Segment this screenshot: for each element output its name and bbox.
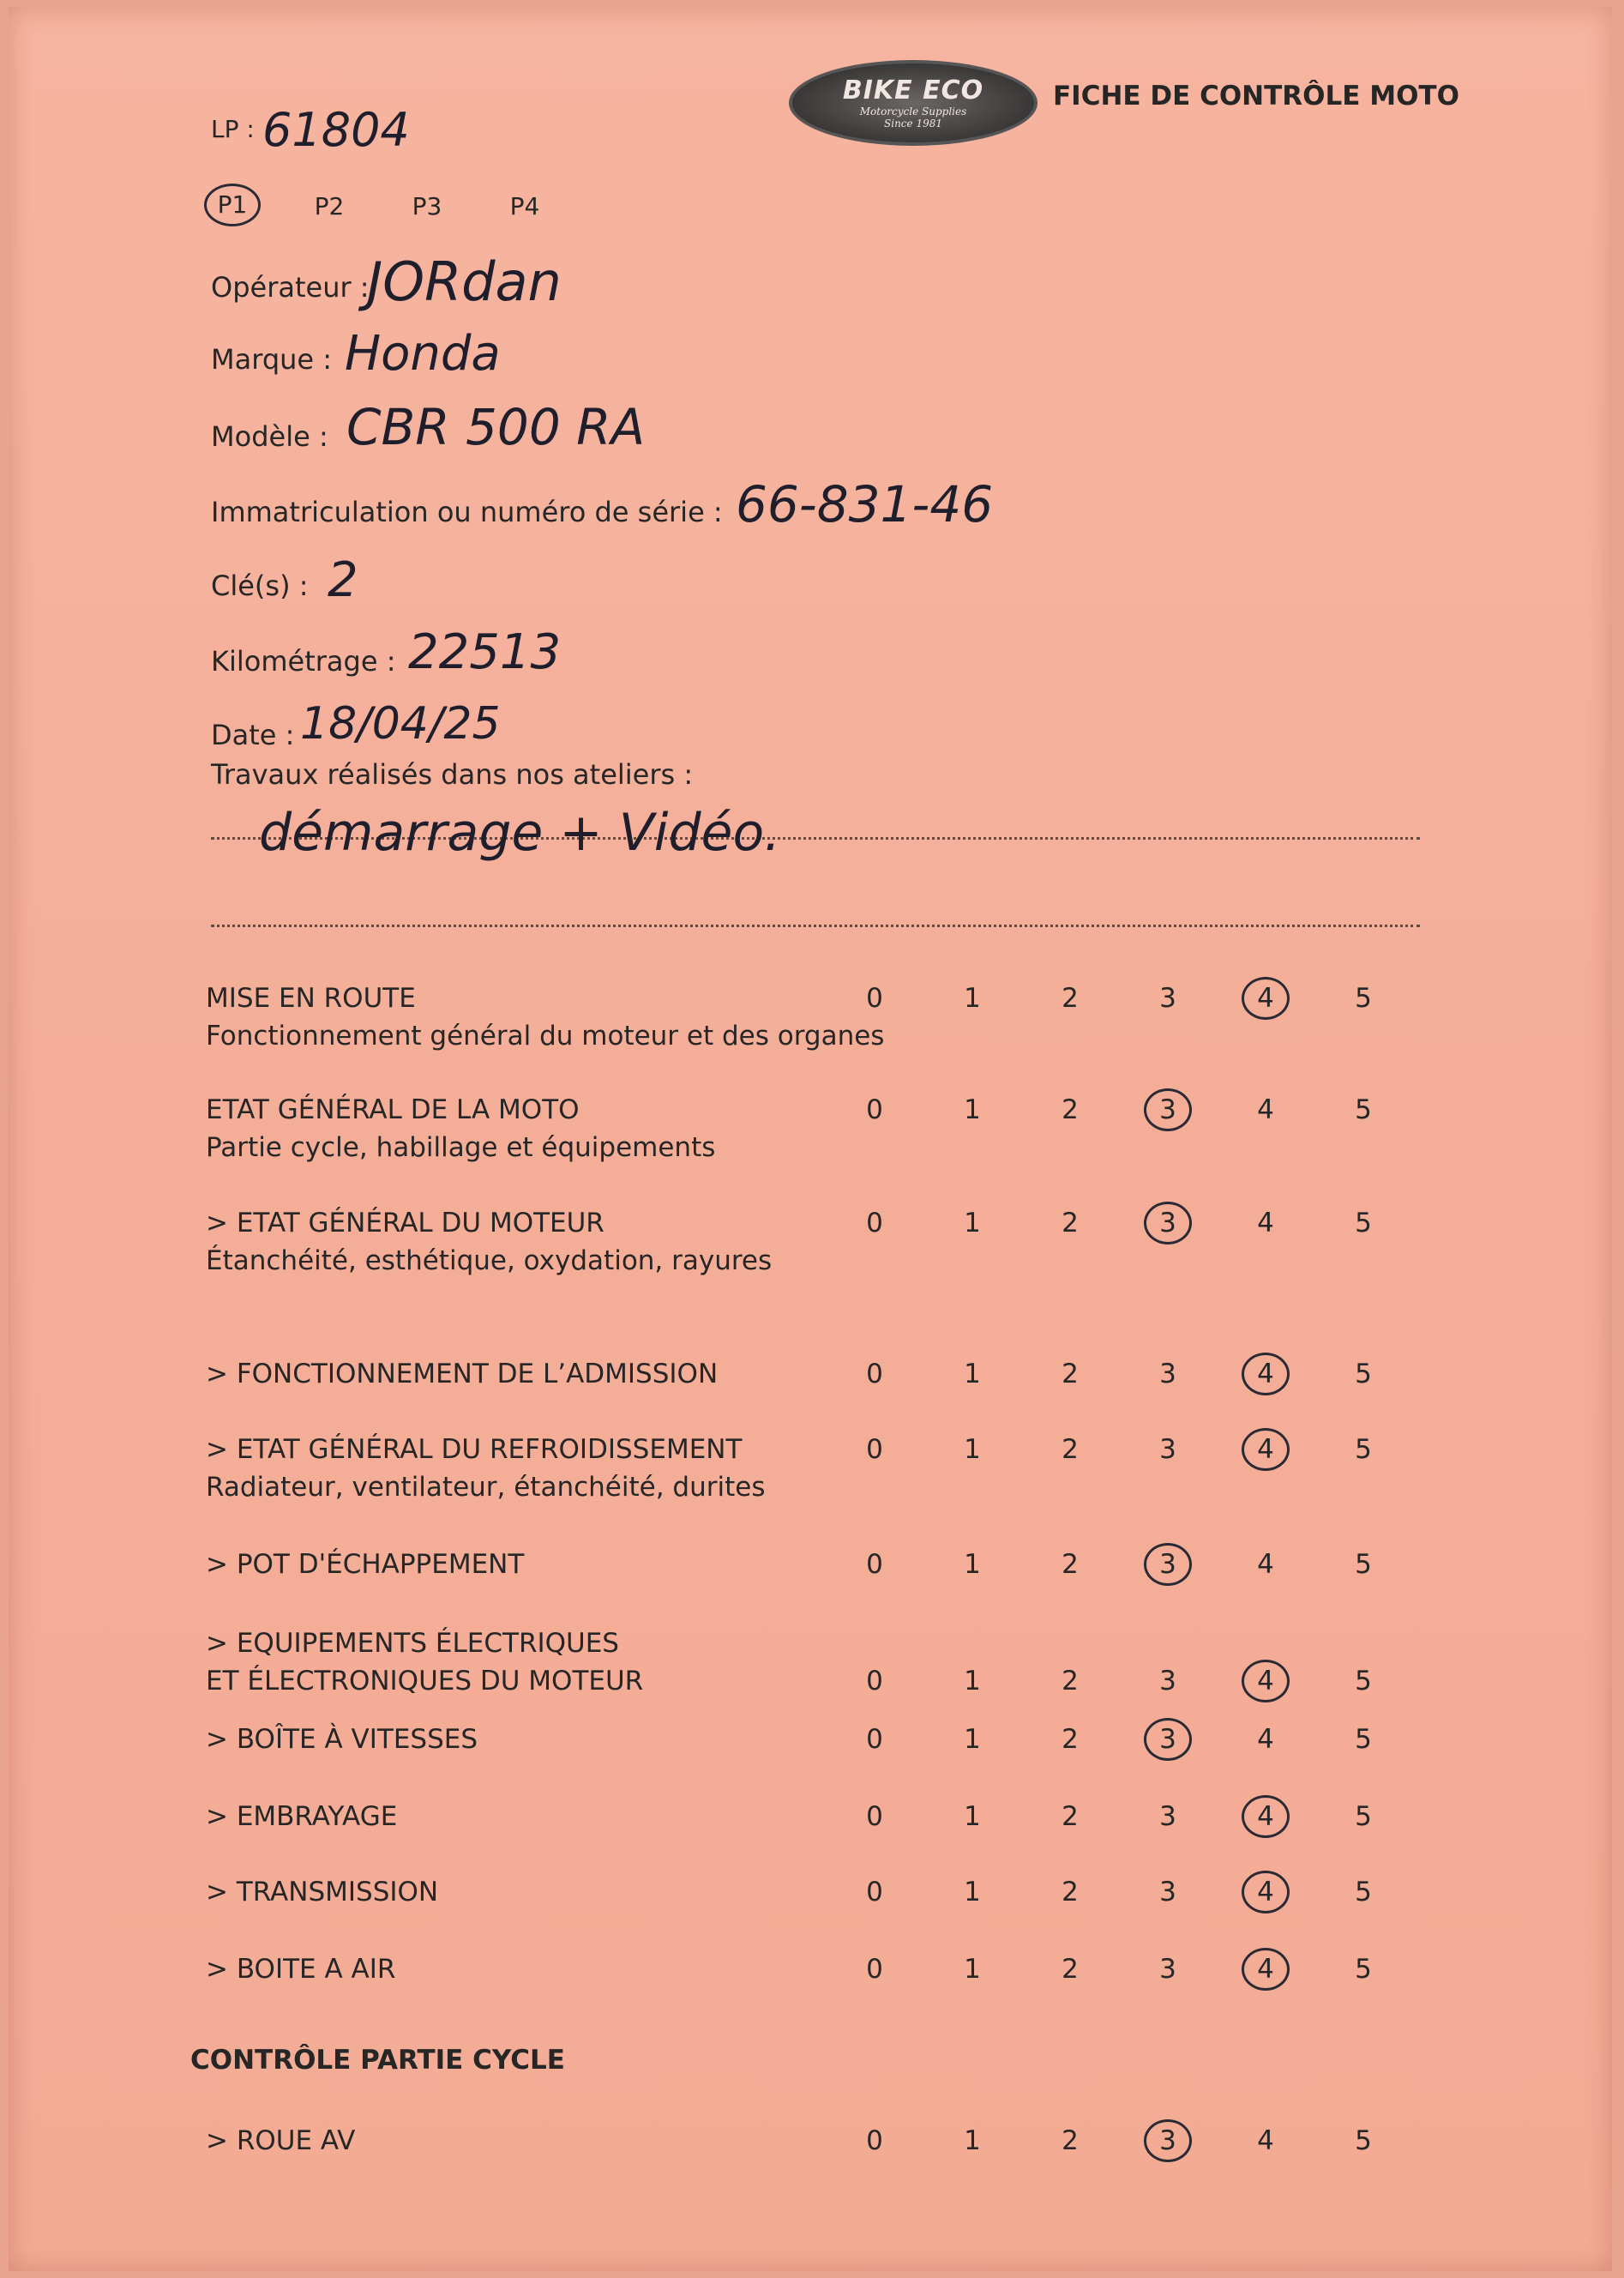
rating-row-5-option-4[interactable]: 4: [1257, 1549, 1274, 1580]
rating-row-8-option-3[interactable]: 3: [1159, 1801, 1176, 1832]
travaux-value[interactable]: démarrage + Vidéo.: [259, 803, 781, 863]
km-value[interactable]: 22513: [408, 624, 562, 680]
inspection-sheet: [9, 7, 1612, 2271]
rating-row-0-option-3[interactable]: 3: [1159, 983, 1176, 1014]
modele-label: Modèle :: [211, 420, 328, 453]
rating-row-4-option-0[interactable]: 0: [866, 1434, 883, 1465]
rating-row-subtitle-2: Étanchéité, esthétique, oxydation, rayures: [206, 1245, 773, 1276]
rating-row-5-option-2[interactable]: 2: [1062, 1549, 1079, 1580]
rating-row-7-option-2[interactable]: 2: [1062, 1724, 1079, 1755]
position-p1[interactable]: P1: [204, 184, 261, 226]
rating-row-9-option-1[interactable]: 1: [964, 1877, 981, 1907]
marque-label: Marque :: [211, 343, 333, 376]
rating-row-10-option-0[interactable]: 0: [866, 1954, 883, 1985]
rating-row-title-5: > POT D'ÉCHAPPEMENT: [206, 1549, 525, 1580]
date-label: Date :: [211, 719, 295, 751]
rating-row-0-option-2[interactable]: 2: [1062, 983, 1079, 1014]
rating-row-7-option-5[interactable]: 5: [1355, 1724, 1372, 1755]
rating-row-6-option-2[interactable]: 2: [1062, 1666, 1079, 1696]
rating-row-10-option-4[interactable]: 4: [1257, 1954, 1274, 1985]
rating-row-0-option-1[interactable]: 1: [964, 983, 981, 1014]
rating-row-7-selected-circle: [1144, 1718, 1192, 1761]
rating-row-title-7: > BOÎTE À VITESSES: [206, 1724, 478, 1755]
cycle-row-0-option-5[interactable]: 5: [1355, 2125, 1372, 2156]
cycle-row-title-0: > ROUE AV: [206, 2125, 356, 2156]
rating-row-1-option-4[interactable]: 4: [1257, 1094, 1274, 1125]
rating-row-title-9: > TRANSMISSION: [206, 1877, 439, 1907]
rating-row-6-option-1[interactable]: 1: [964, 1666, 981, 1696]
rating-row-0-option-4[interactable]: 4: [1257, 983, 1274, 1014]
rating-row-8-option-2[interactable]: 2: [1062, 1801, 1079, 1832]
rating-row-4-selected-circle: [1242, 1428, 1290, 1471]
lp-label: LP :: [211, 115, 255, 143]
position-p3[interactable]: P3: [412, 192, 442, 220]
rating-row-2-option-0[interactable]: 0: [866, 1208, 883, 1238]
travaux-label: Travaux réalisés dans nos ateliers :: [211, 758, 694, 791]
rating-row-5-option-1[interactable]: 1: [964, 1549, 981, 1580]
rating-row-0-option-5[interactable]: 5: [1355, 983, 1372, 1014]
rating-row-2-option-3[interactable]: 3: [1159, 1208, 1176, 1238]
rating-row-title-10: > BOITE A AIR: [206, 1954, 396, 1985]
position-p2[interactable]: P2: [314, 192, 345, 220]
rating-row-5-option-5[interactable]: 5: [1355, 1549, 1372, 1580]
rating-row-2-option-2[interactable]: 2: [1062, 1208, 1079, 1238]
rating-row-1-option-5[interactable]: 5: [1355, 1094, 1372, 1125]
rating-row-7-option-0[interactable]: 0: [866, 1724, 883, 1755]
marque-value[interactable]: Honda: [345, 326, 501, 382]
rating-row-title-0: MISE EN ROUTE: [206, 983, 416, 1014]
cycle-row-0-option-4[interactable]: 4: [1257, 2125, 1274, 2156]
rating-row-3-option-3[interactable]: 3: [1159, 1359, 1176, 1389]
rating-row-6-option-0[interactable]: 0: [866, 1666, 883, 1696]
rating-row-5-selected-circle: [1144, 1543, 1192, 1586]
rating-row-9-option-3[interactable]: 3: [1159, 1877, 1176, 1907]
rating-row-1-option-0[interactable]: 0: [866, 1094, 883, 1125]
rating-row-0-option-0[interactable]: 0: [866, 983, 883, 1014]
rating-row-subtitle-4: Radiateur, ventilateur, étanchéité, durites: [206, 1472, 766, 1503]
rating-row-1-option-2[interactable]: 2: [1062, 1094, 1079, 1125]
rating-row-10-option-1[interactable]: 1: [964, 1954, 981, 1985]
rating-row-10-option-2[interactable]: 2: [1062, 1954, 1079, 1985]
rating-row-8-option-5[interactable]: 5: [1355, 1801, 1372, 1832]
rating-row-9-option-2[interactable]: 2: [1062, 1877, 1079, 1907]
rating-row-2-option-1[interactable]: 1: [964, 1208, 981, 1238]
rating-row-3-option-2[interactable]: 2: [1062, 1359, 1079, 1389]
rating-row-title-3: > FONCTIONNEMENT DE L’ADMISSION: [206, 1359, 719, 1389]
rating-row-0-selected-circle: [1242, 977, 1290, 1020]
cycle-row-0-option-2[interactable]: 2: [1062, 2125, 1079, 2156]
cycle-row-0-option-1[interactable]: 1: [964, 2125, 981, 2156]
rating-row-subtitle-0: Fonctionnement général du moteur et des organes: [206, 1021, 885, 1052]
rating-row-10-option-5[interactable]: 5: [1355, 1954, 1372, 1985]
rating-row-9-option-4[interactable]: 4: [1257, 1877, 1274, 1907]
rating-row-3-option-5[interactable]: 5: [1355, 1359, 1372, 1389]
rating-row-title-4: > ETAT GÉNÉRAL DU REFROIDISSEMENT: [206, 1434, 743, 1465]
rating-row-1-selected-circle: [1144, 1088, 1192, 1131]
rating-row-5-option-3[interactable]: 3: [1159, 1549, 1176, 1580]
cycle-row-0-option-3[interactable]: 3: [1159, 2125, 1176, 2156]
rating-row-3-selected-circle: [1242, 1353, 1290, 1395]
rating-row-7-option-3[interactable]: 3: [1159, 1724, 1176, 1755]
cycle-row-0-option-0[interactable]: 0: [866, 2125, 883, 2156]
rating-row-6-selected-circle: [1242, 1660, 1290, 1702]
rating-row-10-selected-circle: [1242, 1948, 1290, 1991]
section-partie-cycle: CONTRÔLE PARTIE CYCLE: [190, 2045, 565, 2076]
rating-row-2-option-4[interactable]: 4: [1257, 1208, 1274, 1238]
rating-row-subtitle-6: ET ÉLECTRONIQUES DU MOTEUR: [206, 1666, 644, 1696]
rating-row-8-option-4[interactable]: 4: [1257, 1801, 1274, 1832]
rating-row-title-2: > ETAT GÉNÉRAL DU MOTEUR: [206, 1208, 604, 1238]
form-title: FICHE DE CONTRÔLE MOTO: [1053, 81, 1459, 111]
cles-value[interactable]: 2: [328, 552, 358, 608]
rating-row-9-selected-circle: [1242, 1871, 1290, 1913]
rating-row-3-option-1[interactable]: 1: [964, 1359, 981, 1389]
rating-row-4-option-4[interactable]: 4: [1257, 1434, 1274, 1465]
rating-row-6-option-5[interactable]: 5: [1355, 1666, 1372, 1696]
immat-value[interactable]: 66-831-46: [736, 475, 994, 533]
operateur-label: Opérateur :: [211, 271, 370, 304]
rating-row-7-option-1[interactable]: 1: [964, 1724, 981, 1755]
bike-eco-logo: BIKE ECO Motorcycle Supplies Since 1981: [789, 60, 1038, 146]
cycle-row-0-selected-circle: [1144, 2119, 1192, 2162]
operateur-value[interactable]: JORdan: [367, 250, 562, 313]
rating-row-9-option-5[interactable]: 5: [1355, 1877, 1372, 1907]
rating-row-8-option-1[interactable]: 1: [964, 1801, 981, 1832]
rating-row-5-option-0[interactable]: 0: [866, 1549, 883, 1580]
travaux-line-2: [211, 923, 1420, 927]
rating-row-1-option-1[interactable]: 1: [964, 1094, 981, 1125]
rating-row-title-1: ETAT GÉNÉRAL DE LA MOTO: [206, 1094, 580, 1125]
lp-value[interactable]: 61804: [262, 103, 410, 157]
rating-row-4-option-3[interactable]: 3: [1159, 1434, 1176, 1465]
rating-row-title-8: > EMBRAYAGE: [206, 1801, 398, 1832]
rating-row-2-option-5[interactable]: 5: [1355, 1208, 1372, 1238]
rating-row-subtitle-1: Partie cycle, habillage et équipements: [206, 1132, 716, 1163]
rating-row-3-option-0[interactable]: 0: [866, 1359, 883, 1389]
rating-row-1-option-3[interactable]: 3: [1159, 1094, 1176, 1125]
rating-row-10-option-3[interactable]: 3: [1159, 1954, 1176, 1985]
rating-row-4-option-2[interactable]: 2: [1062, 1434, 1079, 1465]
rating-row-6-option-4[interactable]: 4: [1257, 1666, 1274, 1696]
rating-row-title-6: > EQUIPEMENTS ÉLECTRIQUES: [206, 1628, 619, 1659]
km-label: Kilométrage :: [211, 645, 396, 678]
cles-label: Clé(s) :: [211, 570, 309, 602]
rating-row-2-selected-circle: [1144, 1202, 1192, 1244]
rating-row-8-selected-circle: [1242, 1795, 1290, 1838]
date-value[interactable]: 18/04/25: [300, 698, 501, 750]
rating-row-8-option-0[interactable]: 0: [866, 1801, 883, 1832]
rating-row-3-option-4[interactable]: 4: [1257, 1359, 1274, 1389]
rating-row-4-option-1[interactable]: 1: [964, 1434, 981, 1465]
position-p4[interactable]: P4: [509, 192, 540, 220]
rating-row-4-option-5[interactable]: 5: [1355, 1434, 1372, 1465]
rating-row-6-option-3[interactable]: 3: [1159, 1666, 1176, 1696]
rating-row-7-option-4[interactable]: 4: [1257, 1724, 1274, 1755]
rating-row-9-option-0[interactable]: 0: [866, 1877, 883, 1907]
modele-value[interactable]: CBR 500 RA: [346, 398, 646, 456]
immat-label: Immatriculation ou numéro de série :: [211, 496, 723, 528]
